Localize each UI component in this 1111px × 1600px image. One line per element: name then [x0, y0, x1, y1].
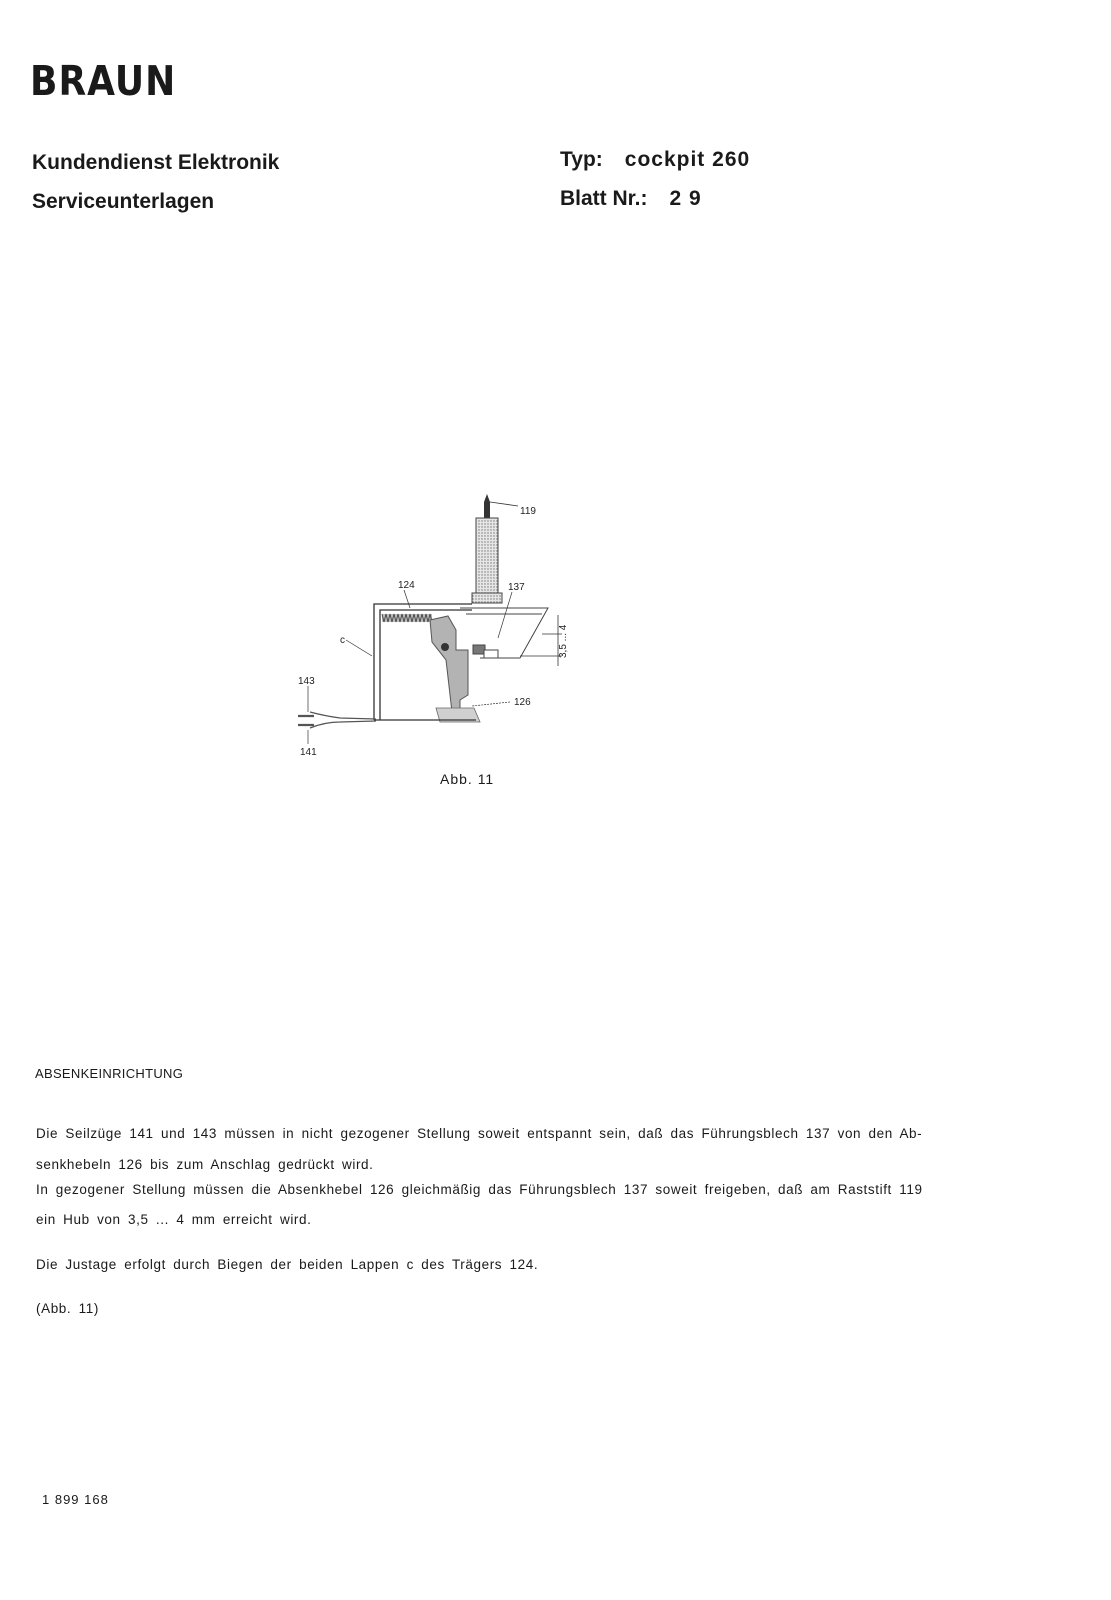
lowering-mechanism-figure	[280, 490, 600, 775]
braun-logo: BRAUN	[30, 58, 177, 106]
sheet-value: 2 9	[669, 187, 702, 210]
document-number: 1 899 168	[42, 1492, 109, 1507]
paragraph-4: (Abb. 11)	[36, 1301, 99, 1316]
dimension-label: 3,5 ... 4	[558, 624, 569, 658]
label-126: 126	[514, 697, 531, 708]
type-line	[560, 148, 750, 172]
dimension-marker	[520, 615, 562, 666]
paragraph-2-line-2: ein Hub von 3,5 ... 4 mm erreicht wird.	[36, 1212, 312, 1227]
pin-119	[472, 494, 502, 603]
type-value: cockpit 260	[624, 148, 751, 171]
paragraph-1-line-2: senkhebeln 126 bis zum Anschlag gedrückt wird.	[36, 1157, 374, 1172]
section-title: ABSENKEINRICHTUNG	[35, 1066, 184, 1081]
document-heading: Serviceunterlagen	[32, 190, 215, 213]
paragraph-2-line-1: In gezogener Stellung müssen die Absenkhebel 126 gleichmäßig das Führungsblech 137 soweit freigeben, daß am Raststift 119	[36, 1182, 923, 1197]
sheet-label: Blatt Nr.:	[560, 187, 648, 210]
type-label: Typ:	[560, 148, 603, 171]
department-heading: Kundendienst Elektronik	[32, 151, 280, 174]
spring	[382, 614, 432, 622]
label-141: 141	[300, 747, 317, 758]
label-143: 143	[298, 676, 315, 687]
sheet-line	[560, 187, 702, 211]
cables-141-143	[298, 712, 376, 728]
label-119: 119	[520, 506, 536, 517]
label-c: c	[340, 635, 345, 646]
guide-plate-137	[460, 608, 548, 658]
figure-caption: Abb. 11	[440, 771, 495, 787]
paragraph-1-line-1: Die Seilzüge 141 und 143 müssen in nicht gezogener Stellung soweit entspannt sein, daß das Führungsblech 137 von den Ab-	[36, 1126, 923, 1141]
label-137: 137	[508, 582, 525, 593]
paragraph-3: Die Justage erfolgt durch Biegen der beiden Lappen c des Trägers 124.	[36, 1257, 539, 1272]
label-124: 124	[398, 580, 415, 591]
